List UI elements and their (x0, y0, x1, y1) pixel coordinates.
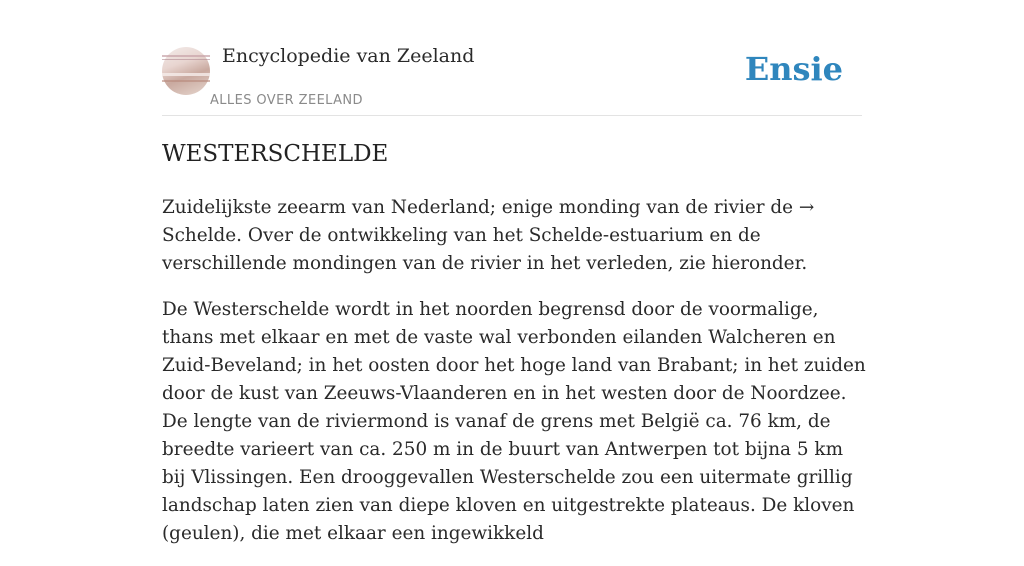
site-header (162, 0, 862, 116)
ensie-brand-logo[interactable]: Ensie (744, 50, 843, 88)
schelde-crossref-link[interactable]: → Schelde (162, 197, 815, 246)
paragraph-text: . Over de ontwikkeling van het Schelde-estuarium en de verschillende mondingen van de rivier in het verleden, zie hieronder. (162, 225, 808, 274)
article (162, 136, 866, 566)
site-logo-avatar[interactable] (162, 47, 210, 95)
site-title[interactable]: Encyclopedie van Zeeland (222, 45, 475, 67)
site-subtitle: ALLES OVER ZEELAND (210, 93, 363, 108)
paragraph-text: Zuidelijkste zeearm van Nederland; enige monding van de rivier de (162, 197, 799, 218)
article-title: WESTERSCHELDE (162, 141, 389, 167)
article-paragraph-1 (162, 194, 866, 278)
article-paragraph-2: De Westerschelde wordt in het noorden begrensd door de voormalige, thans met elkaar en met de vaste wal verbonden eilanden Walcheren en Zuid-Beveland; in het oosten door het hoge land van Brabant; in het zuiden door de kust van Zeeuws-Vlaanderen en in het westen door de Noordzee. De lengte van de riviermond is vanaf de grens met België ca. 76 km, de breedte varieert van ca. 250 m in de buurt van Antwerpen tot bijna 5 km bij Vlissingen. Een drooggevallen Westerschelde zou een uitermate grillig landschap laten zien van diepe kloven en uitgestrekte plateaus. De kloven (geulen), die met elkaar een ingewikkeld (162, 299, 866, 544)
